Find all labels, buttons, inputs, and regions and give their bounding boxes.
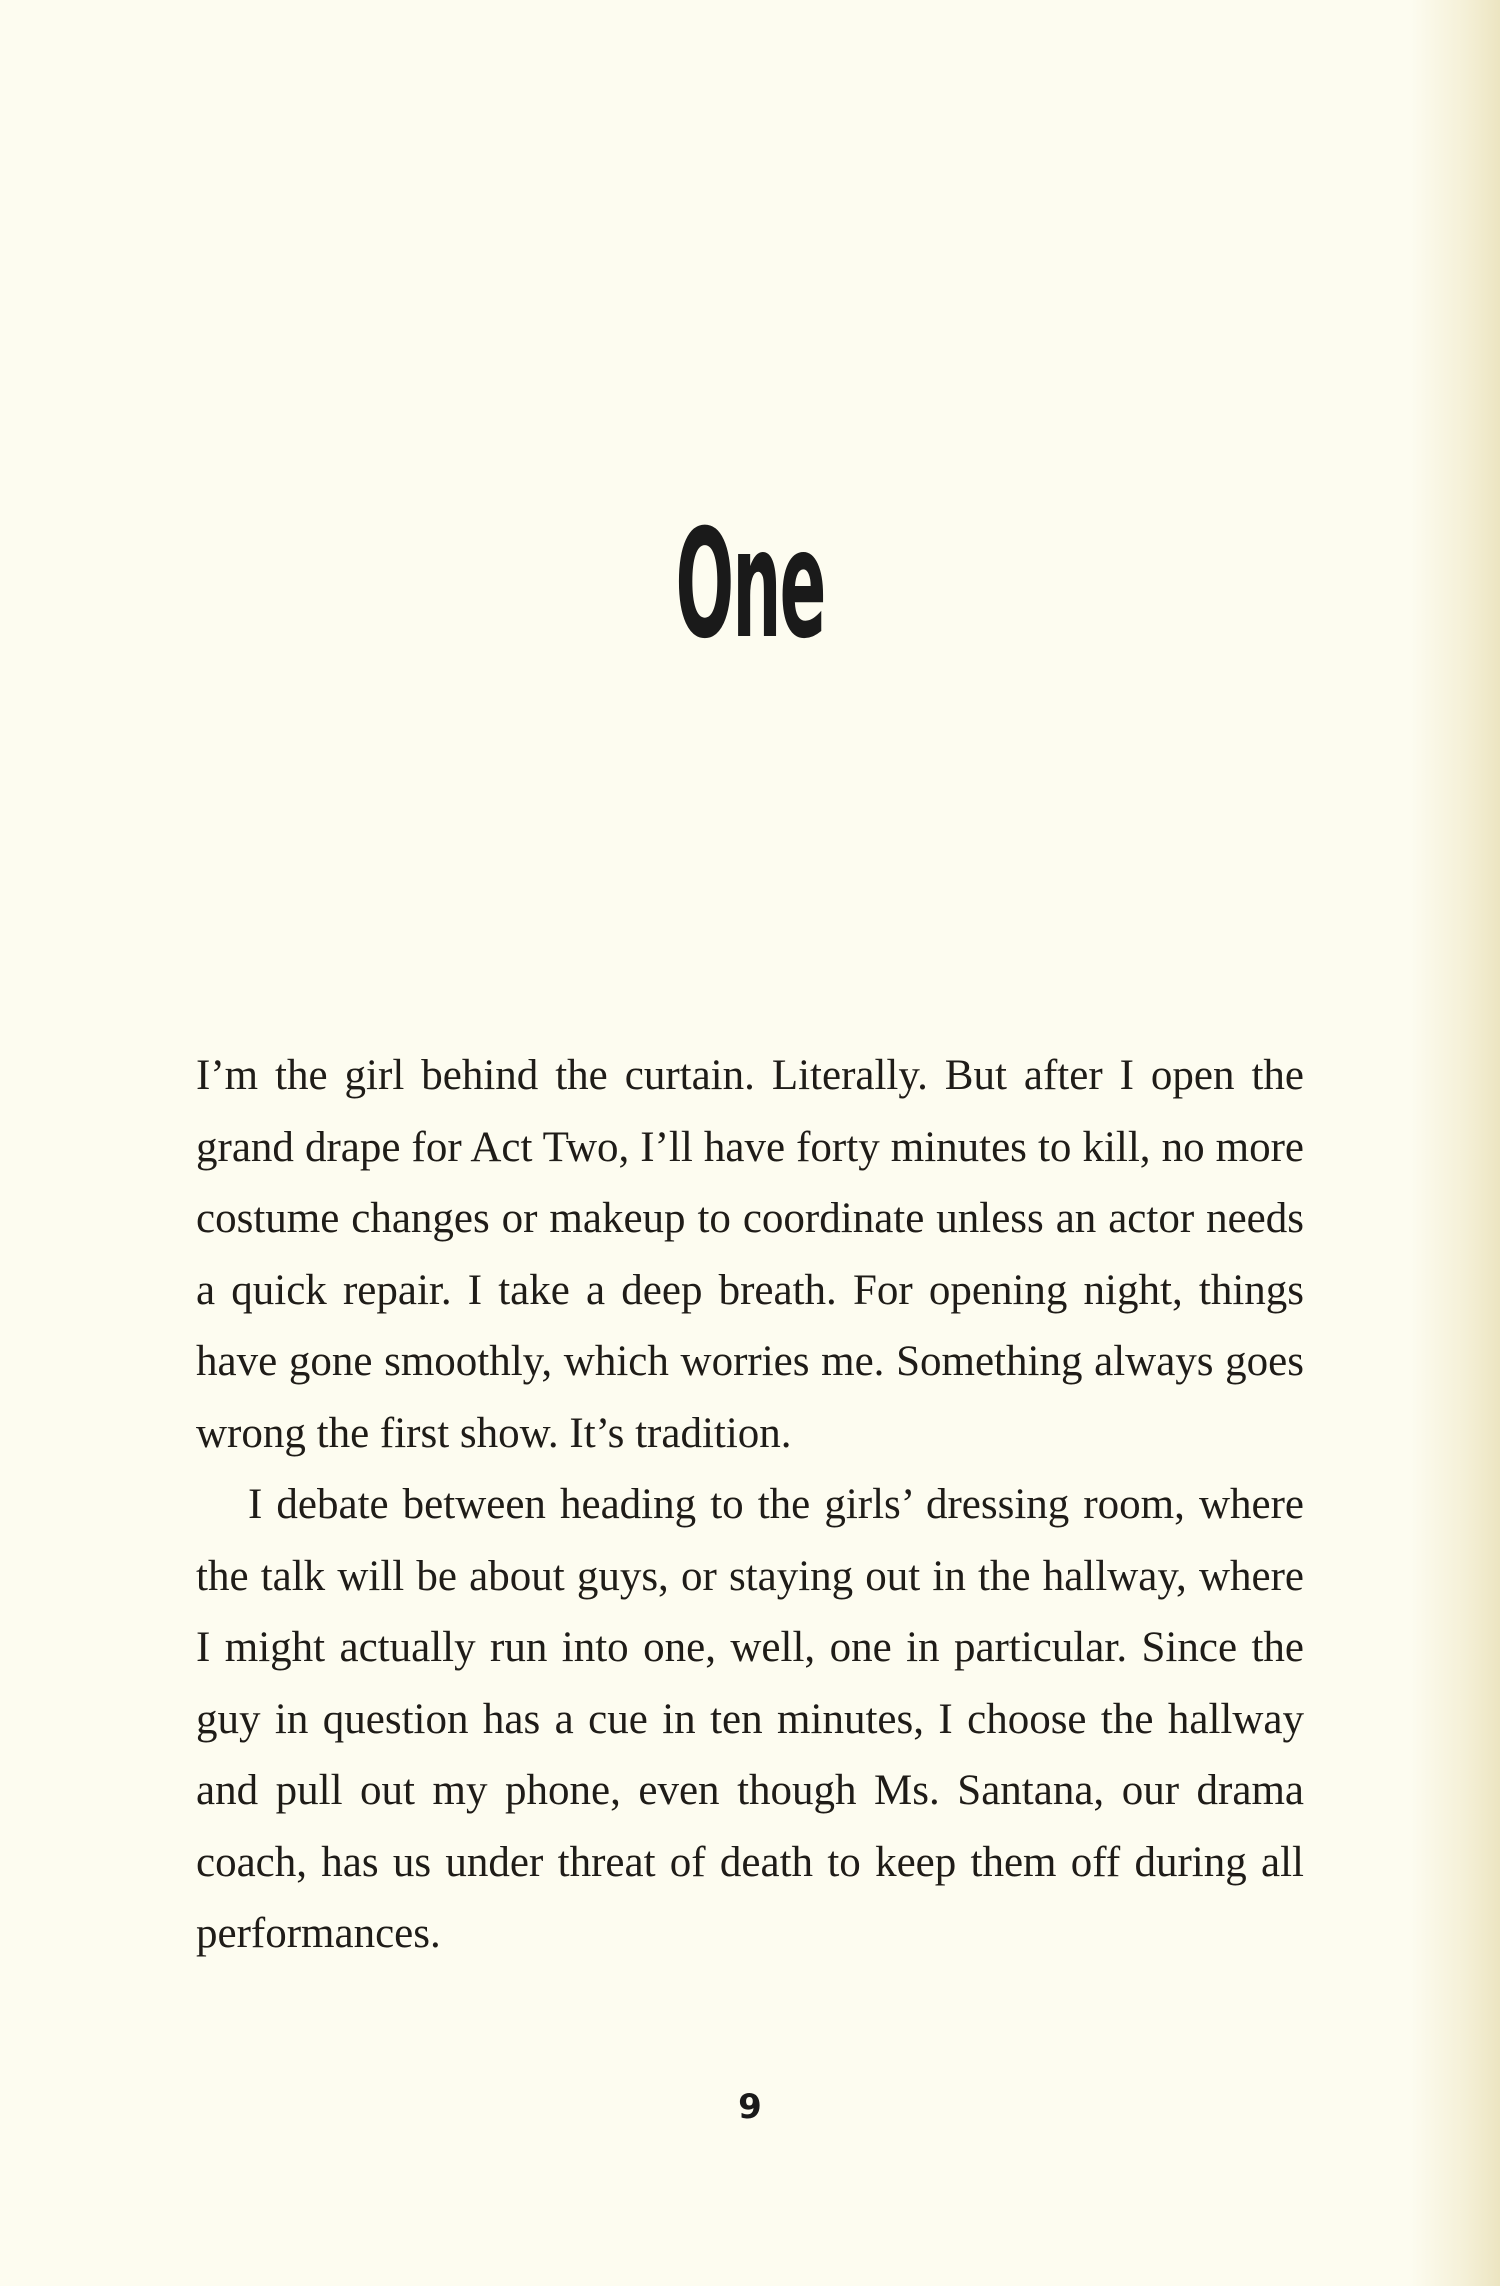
paragraph-1: I’m the girl behind the curtain. Literally. But after I open the grand drape for Act Two, I’ll have forty minutes to kill, no more costume changes or makeup to coordinate unless an actor needs a quick repair. I take a deep breath. For opening night, things have gone smoothly, which worries me. Something always goes wrong the first show. It’s tradition.: [196, 1052, 1304, 1457]
page-number: 9: [738, 2087, 762, 2127]
page-edge-shadow: [1410, 0, 1500, 2286]
chapter-title: [0, 498, 1500, 672]
body-text: [196, 1040, 1304, 1970]
paragraph-2: I debate between heading to the girls’ dressing room, where the talk will be about guys, or staying out in the hallway, where I might actually run into one, well, one in particular. Since the guy in question has a cue in ten minutes, I choose the hallway and pull out my phone, even though Ms. Santana, our drama coach, has us under threat of death to keep them off during all performances.: [196, 1481, 1304, 1957]
chapter-title-text: One: [675, 498, 825, 672]
